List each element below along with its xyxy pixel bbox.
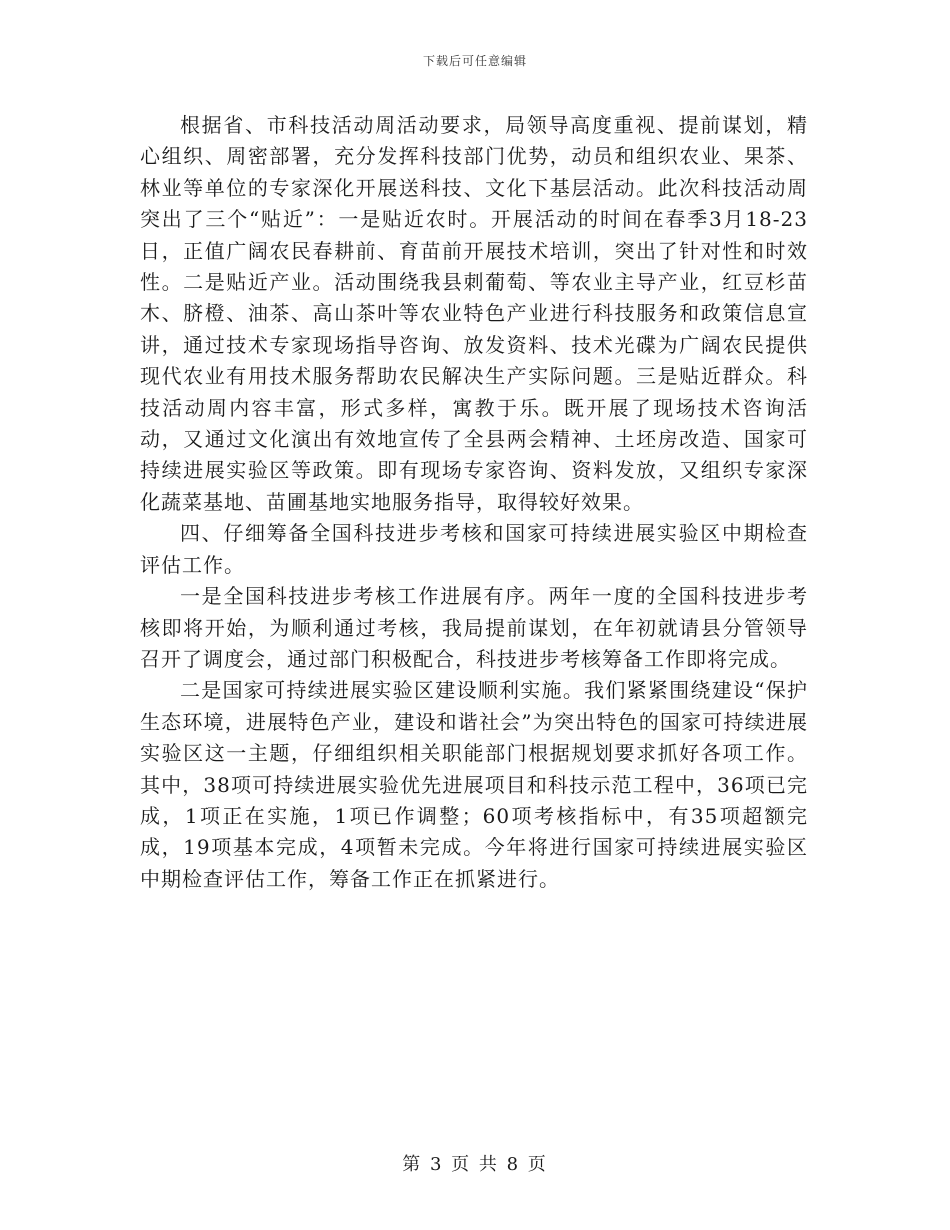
paragraph-activity-week: 根据省、市科技活动周活动要求，局领导高度重视、提前谋划，精心组织、周密部署，充分发挥科技部门优势，动员和组织农业、果茶、林业等单位的专家深化开展送科技、文化下基层活动。此次科技活动周突出了三个“贴近”：一是贴近农时。开展活动的时间在春季3月18-23日，正值广阔农民春耕前、育苗前开展技术培训，突出了针对性和时效性。二是贴近产业。活动围绕我县刺葡萄、等农业主导产业，红豆杉苗木、脐橙、油茶、高山茶叶等农业特色产业进行科技服务和政策信息宣讲，通过技术专家现场指导咨询、放发资料、技术光碟为广阔农民提供现代农业有用技术服务帮助农民解决生产实际问题。三是贴近群众。科技活动周内容丰富，形式多样，寓教于乐。既开展了现场技术咨询活动，又通过文化演出有效地宣传了全县两会精神、土坯房改造、国家可持续进展实验区等政策。即有现场专家咨询、资料发放，又组织专家深化蔬菜基地、苗圃基地实地服务指导，取得较好效果。 [140, 113, 808, 514]
page-number-footer: 第 3 页 共 8 页 [402, 1154, 548, 1175]
header-note: 下载后可任意编辑 [422, 54, 527, 68]
paragraph-section-four-heading: 四、仔细筹备全国科技进步考核和国家可持续进展实验区中期检查评估工作。 [140, 521, 808, 577]
paragraph-experimental-zone: 二是国家可持续进展实验区建设顺利实施。我们紧紧围绕建设“保护生态环境，进展特色产业，建设和谐社会”为突出特色的国家可持续进展实验区这一主题，仔细组织相关职能部门根据规划要求抓好各项工作。其中，38项可持续进展实验优先进展项目和科技示范工程中，36项已完成，1项正在实施，1项已作调整；60项考核指标中，有35项超额完成，19项基本完成，4项暂未完成。今年将进行国家可持续进展实验区中期检查评估工作，筹备工作正在抓紧进行。 [140, 678, 808, 891]
paragraph-progress-assessment: 一是全国科技进步考核工作进展有序。两年一度的全国科技进步考核即将开始，为顺利通过考核，我局提前谋划，在年初就请县分管领导召开了调度会，通过部门积极配合，科技进步考核筹备工作即将完成。 [140, 584, 808, 671]
document-body [140, 110, 808, 895]
